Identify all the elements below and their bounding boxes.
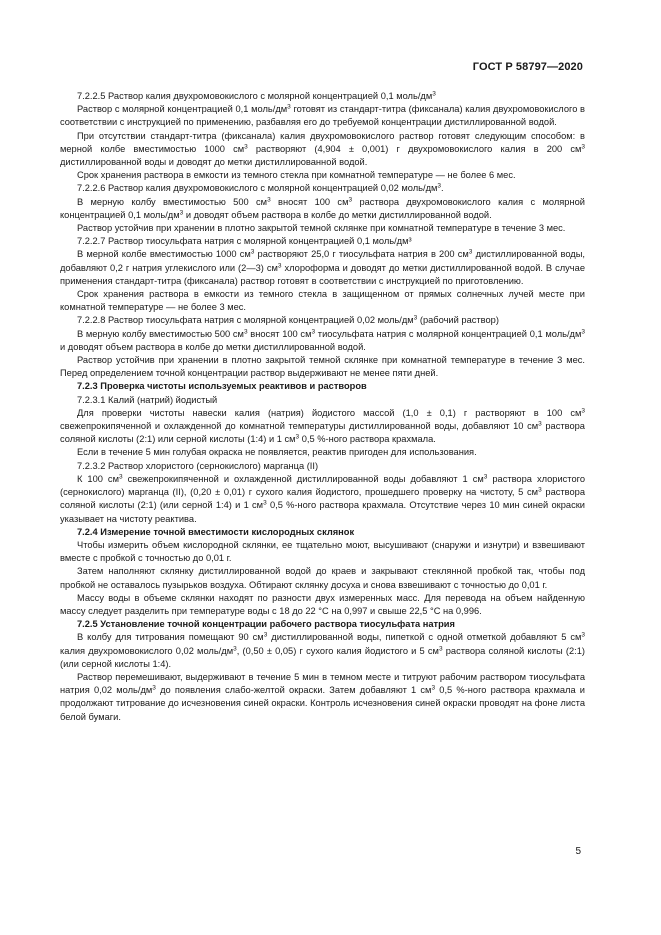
paragraph: 7.2.2.7 Раствор тиосульфата натрия с молярной концентрацией 0,1 моль/дм³ (77, 236, 412, 247)
standard-designation: ГОСТ Р 58797—2020 (472, 61, 583, 73)
paragraph: Затем наполняют склянку дистиллированной водой до краев и закрывают стеклянной пробкой так, чтобы под пробкой не оставалось пузырьков воздуха. Обтирают склянку досуха и снова взвешивают с точностью до 0,01 г. (60, 566, 585, 590)
paragraph: 7.2.2.6 Раствор калия двухромовокислого с молярной концентрацией 0,02 моль/$дм^3$. (77, 182, 444, 194)
paragraph: Раствор устойчив при хранении в плотно закрытой темной склянке при комнатной температуре в течение 3 мес. (77, 223, 566, 234)
paragraph: 7.2.2.5 Раствор калия двухромовокислого с молярной концентрацией 0,1 моль/$дм^3$ (77, 90, 436, 101)
section-heading: 7.2.5 Установление точной концентрации рабочего раствора тиосульфата натрия (77, 619, 455, 630)
paragraph: К 100 $см^3$ свежепрокипяченной и охлажденной дистиллированной воды добавляют 1 $см^3$ раствора хлористого (сернокислого) марганца (II), (0,20 ± 0,01) г сухого калия йодистого, прошедшего проверку на чистоту, 5 $см^3$ раствора соляной кислоты (2:1) (или серной 1:4) и 1 $см^3$ 0,5 %-ного раствора крахмала. Отсутствие через 10 мин синей окраски указывает на чистоту реактива. (60, 473, 585, 524)
paragraph: Срок хранения раствора в емкости из темного стекла при комнатной температуре — не более 6 мес. (77, 170, 516, 181)
paragraph: Чтобы измерить объем кислородной склянки, ее тщательно моют, высушивают (снаружи и изнутри) и взвешивают вместе с пробкой с точностью до 0,01 г. (60, 539, 585, 564)
paragraph: В мерной колбе вместимостью 1000 $см^3$ растворяют 25,0 г тиосульфата натрия в 200 $см^3$ дистиллированной воды, добавляют 0,2 г натрия углекислого или (2—3) $см^3$ хлороформа и доводят до метки дистиллированной водой. В случае применения стандарт-титра (фиксанала) раствор готовят в соответствии с инструкцией по приготовлению. (60, 248, 585, 286)
paragraph: 7.2.3.1 Калий (натрий) йодистый (77, 394, 218, 405)
paragraph: В мерную колбу вместимостью 500 $см^3$ вносят 100 $см^3$ раствора двухромовокислого калия с молярной концентрацией 0,1 моль/$дм^3$ и доводят объем раствора в колбе до метки дистиллированной водой. (60, 196, 585, 220)
paragraph: 7.2.3.2 Раствор хлористого (сернокислого) марганца (II) (77, 460, 319, 471)
section-heading: 7.2.3 Проверка чистоты используемых реактивов и растворов (77, 381, 367, 392)
paragraph: При отсутствии стандарт-титра (фиксанала) калия двухромовокислого раствор готовят следующим способом: в мерной колбе вместимостью 1000 $см^3$ растворяют (4,904 ± 0,001) г двухромовокислого калия в 200 $см^3$ дистиллированной воды и доводят до метки дистиллированной водой. (60, 130, 585, 168)
paragraph: 7.2.2.8 Раствор тиосульфата натрия с молярной концентрацией 0,02 моль/$дм^3$ (рабочий раствор) (77, 314, 499, 326)
paragraph: Раствор устойчив при хранении в плотно закрытой темной склянке при комнатной температуре в течение 3 мес. Перед определением точной концентрации раствор выдерживают не менее пяти дней. (60, 355, 585, 379)
paragraph: Срок хранения раствора в емкости из темного стекла в защищенном от прямых солнечных лучей месте при комнатной температуре — не более 3 мес. (60, 289, 585, 313)
section-heading: 7.2.4 Измерение точной вместимости кислородных склянок (77, 526, 355, 537)
paragraph: Для проверки чистоты навески калия (натрия) йодистого массой (1,0 ± 0,1) г растворяют в 100 $см^3$ свежепрокипяченной и охлажденной до комнатной температуры дистиллированной воды, добавляют 10 $см^3$ раствора соляной кислоты (2:1) или серной кислоты (1:4) и 1 $см^3$ 0,5 %-ного раствора крахмала. (60, 407, 585, 445)
page-number: 5 (575, 846, 581, 857)
paragraph: В мерную колбу вместимостью 500 $см^3$ вносят 100 $см^3$ тиосульфата натрия с молярной концентрацией 0,1 моль/$дм^3$ и доводят объем раствора в колбе до метки дистиллированной водой. (60, 328, 585, 352)
paragraph: Раствор с молярной концентрацией 0,1 моль/$дм^3$ готовят из стандарт-титра (фиксанала) калия двухромовокислого в соответствии с инструкцией по применению, разбавляя его до требуемой концентрации дистиллированной водой. (60, 103, 585, 128)
paragraph: Массу воды в объеме склянки находят по разности двух измеренных масс. Для перевода на объем найденную массу следует разделить при температуре воды с 18 до 22 °С на 0,997 и свыше 22,5 °С на 0,996. (60, 592, 585, 616)
paragraph: В колбу для титрования помещают 90 $см^3$ дистиллированной воды, пипеткой с одной отметкой добавляют 5 $см^3$ калия двухромовокислого 0,02 моль/$дм^3$, (0,50 ± 0,05) г сухого калия йодистого и 5 $см^3$ раствора соляной кислоты (2:1) (или серной кислоты 1:4). (60, 631, 586, 669)
document-body (60, 90, 585, 724)
paragraph: Раствор перемешивают, выдерживают в течение 5 мин в темном месте и титруют рабочим раствором тиосульфата натрия 0,02 моль/$дм^3$ до появления слабо-желтой окраски. Затем добавляют 1 $см^3$ 0,5 %-ного раствора крахмала и продолжают титрование до исчезновения синей окраски. Контроль исчезновения синей окраски проводят на фоне листа белой бумаги. (60, 671, 585, 722)
paragraph: Если в течение 5 мин голубая окраска не появляется, реактив пригоден для использования. (77, 447, 477, 458)
